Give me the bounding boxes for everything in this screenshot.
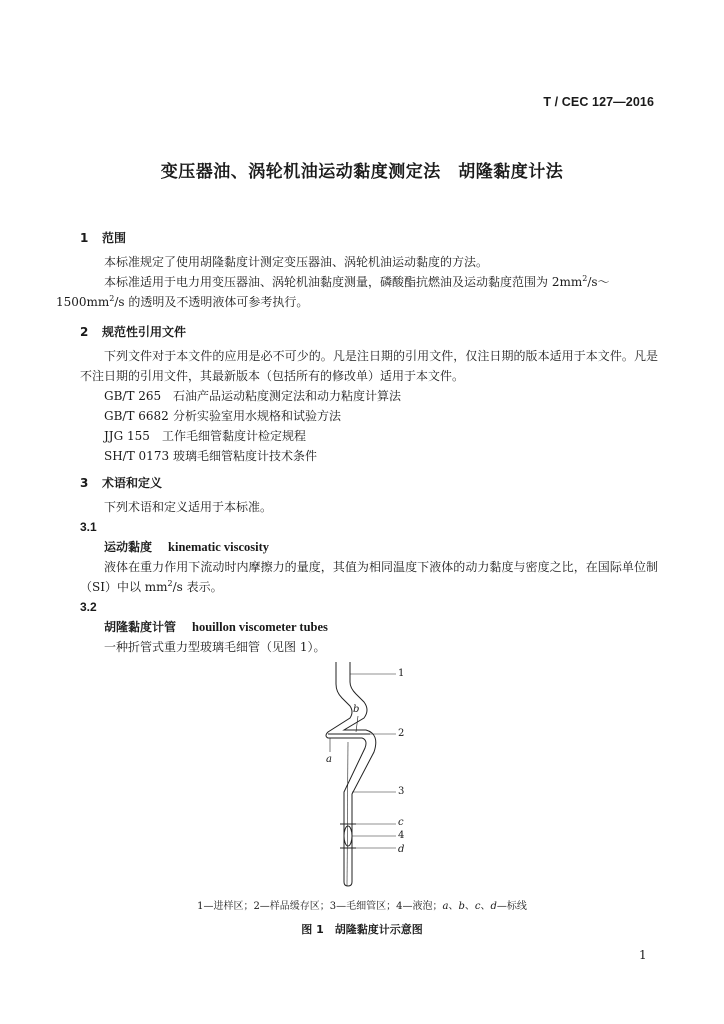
page-number: 1 <box>639 948 647 962</box>
legend-sep: 、 <box>448 901 459 912</box>
figure-label-3: 3 <box>398 786 405 797</box>
reference-item <box>80 446 658 466</box>
tube-outer-right <box>344 662 376 886</box>
text-run: /s 表示。 <box>172 580 223 594</box>
legend-a: a <box>442 901 449 912</box>
superscript: 2 <box>582 274 588 283</box>
paragraph: 下列术语和定义适用于本标准。 <box>104 500 273 514</box>
viscometer-diagram <box>290 660 430 900</box>
legend-b: b <box>458 901 465 912</box>
term-zh: 胡隆黏度计管 <box>104 620 177 634</box>
superscript: 2 <box>109 294 115 303</box>
legend-sep: 、 <box>464 901 475 912</box>
text-run: /s 的透明及不透明液体可参考执行。 <box>114 295 309 309</box>
section-heading <box>80 228 658 248</box>
section-normative-references <box>80 322 658 466</box>
standard-number: T / CEC 127—2016 <box>543 95 654 109</box>
reference-item <box>80 406 658 426</box>
term-entry <box>80 617 658 637</box>
figure-legend <box>0 897 724 912</box>
capillary-line <box>347 742 348 886</box>
liquid-bulb <box>344 826 352 846</box>
section-title: 规范性引用文件 <box>102 325 187 339</box>
term-en: kinematic viscosity <box>168 540 270 554</box>
reference-item <box>80 386 658 406</box>
section-number: 3 <box>80 476 89 490</box>
section-number: 1 <box>80 231 89 245</box>
document-title: 变压器油、涡轮机油运动黏度测定法 胡隆黏度计法 <box>160 162 564 182</box>
legend-c: c <box>474 901 481 912</box>
tube-outer-left <box>326 662 366 886</box>
reference-code: GB/T 6682 <box>104 409 169 423</box>
term-en: houillon viscometer tubes <box>192 620 328 634</box>
superscript: 2 <box>167 579 173 588</box>
text-run: 液体在重力作用下流动时内摩擦力的量度，其值为相同温度下液体的动力黏度与密度之比，在国际单位制（SI）中以 mm <box>80 560 658 594</box>
legend-tail: —标线 <box>496 901 527 912</box>
reference-item <box>80 426 658 446</box>
reference-code: SH/T 0173 <box>104 449 170 463</box>
section-heading <box>80 322 658 342</box>
section-terms <box>80 473 658 657</box>
paragraph: 下列文件对于本文件的应用是必不可少的。凡是注日期的引用文件，仅注日期的版本适用于本文件。凡是不注日期的引用文件，其最新版本（包括所有的修改单）适用于本文件。 <box>80 349 658 383</box>
reference-title: 工作毛细管黏度计检定规程 <box>162 429 307 443</box>
term-definition <box>80 557 658 597</box>
figure-label-b: b <box>353 704 360 715</box>
figure-label-d: d <box>398 844 405 855</box>
reference-code: JJG 155 <box>104 429 150 443</box>
figure-label-1: 1 <box>398 668 405 679</box>
figure-label-2: 2 <box>398 728 405 739</box>
paragraph <box>56 272 658 312</box>
section-scope <box>56 228 658 312</box>
reference-title: 玻璃毛细管粘度计技术条件 <box>173 449 318 463</box>
legend-d: d <box>490 901 497 912</box>
legend-text: 1—进样区；2—样品缓存区；3—毛细管区；4—液泡； <box>197 901 443 912</box>
legend-sep: 、 <box>480 901 491 912</box>
term-definition: 一种折管式重力型玻璃毛细管（见图 1）。 <box>104 640 326 654</box>
text-run: 1500mm <box>56 295 110 309</box>
reference-title: 分析实验室用水规格和试验方法 <box>173 409 342 423</box>
text-run: /s～ <box>587 275 610 289</box>
reference-title: 石油产品运动粘度测定法和动力粘度计算法 <box>173 389 402 403</box>
paragraph: 本标准规定了使用胡隆黏度计测定变压器油、涡轮机油运动黏度的方法。 <box>104 255 489 269</box>
term-zh: 运动黏度 <box>104 540 153 554</box>
section-heading <box>80 473 658 493</box>
clause-number: 3.2 <box>80 600 97 614</box>
figure-caption: 图 1 胡隆黏度计示意图 <box>301 923 423 936</box>
section-number: 2 <box>80 325 89 339</box>
figure-label-4: 4 <box>398 830 405 841</box>
term-entry <box>80 537 658 557</box>
figure-label-a: a <box>326 754 332 765</box>
figure-viscometer <box>290 660 430 900</box>
section-title: 范围 <box>102 231 127 245</box>
clause-number: 3.1 <box>80 520 97 534</box>
figure-label-c: c <box>398 817 404 828</box>
section-title: 术语和定义 <box>102 476 163 490</box>
reference-code: GB/T 265 <box>104 389 162 403</box>
text-run: 本标准适用于电力用变压器油、涡轮机油黏度测量，磷酸酯抗燃油及运动黏度范围为 2mm <box>104 275 583 289</box>
